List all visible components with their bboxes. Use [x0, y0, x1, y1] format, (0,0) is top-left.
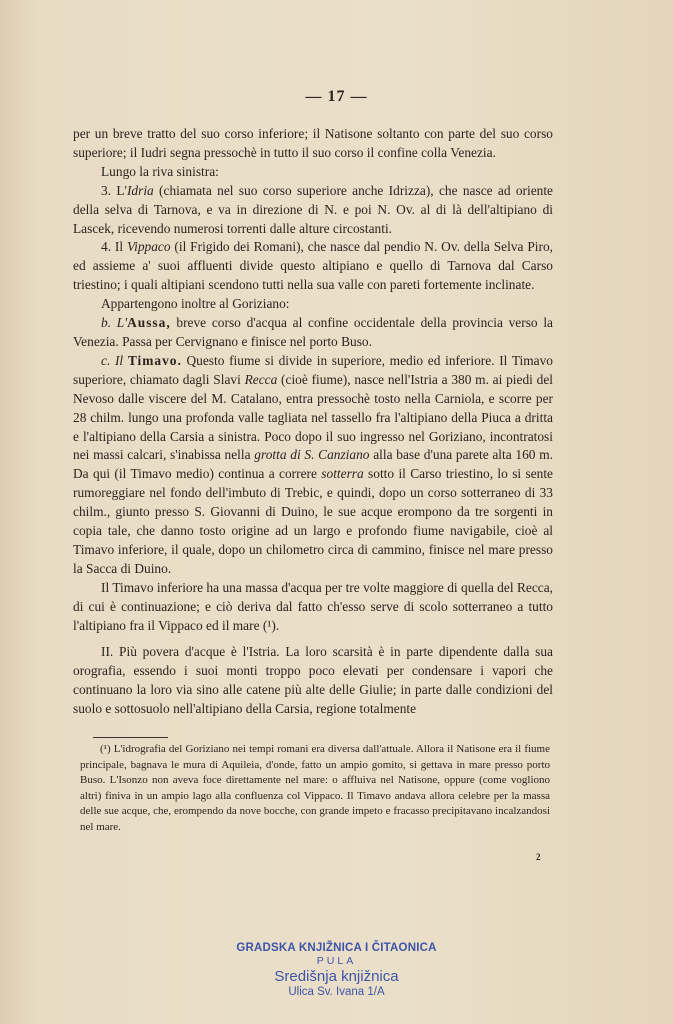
paragraph-2: Lungo la riva sinistra: [101, 163, 219, 179]
paragraph-istria: II. Più povera d'acque è l'Istria. La loro scarsità è in parte dipendente dalla sua orografia, essendo i suoi monti troppo poco elevati per condensare i vapori che continuano la loro via sino alle catene più alte delle Giulie; in parte dalle condizioni del suolo e sottosuolo nell'altipiano della Carsia, regione totalmente [73, 644, 553, 717]
stamp-line-2: PULA [316, 955, 357, 967]
paragraph-timavo-inferiore: Il Timavo inferiore ha una massa d'acqua per tre volte maggiore di quella del Recca, di cui è continuazione; e ciò deriva dal fatto ch'esso serve di scolo sotterraneo a tutto l'altipiano fra il Vippaco ed il mare (¹). [73, 579, 553, 633]
river-name-aussa: Aussa, [127, 315, 171, 331]
stamp-line-4: Ulica Sv. Ivana 1/A [288, 986, 385, 998]
footnote-divider [93, 737, 168, 738]
paragraph-timavo: c. Il Timavo. Questo fiume si divide in superiore, medio ed inferiore. Il Timavo superiore, chiamato dagli Slavi Recca (cioè fiume), nasce nell'Istria a 380 m. ai piedi del Nevoso dalle viscere del M. Catalano, entra pressochè tosto nella Carniola, e scorre per 28 chilm. lungo una profonda valle tagliata nel tassello fra l'altipiano della Piuca a dritta e l'altipiano della Carsia a sinistra. Poco dopo il suo ingresso nel Goriziano, incontratosi nei massi calcari, s'inabissa nella grotta di S. Canziano alla base d'una parete alta 160 m. Da qui (il Timavo medio) continua a correre sotterra sotto il Carso triestino, lo si sente rumoreggiare nel fondo dell'imbuto di Trebic, e quindi, dopo un corso sotterraneo di 33 chilm., giunto presso S. Giovanni di Duino, le sue acque erompono da tre sorgenti in copia tale, che danno tosto origine ad un largo e profondo fiume navigabile, cioè al Timavo inferiore, il quale, dopo un chilometro circa di cammino, finisce nel mare presso la Sacca di Duino. [73, 352, 553, 576]
paragraph-1: per un breve tratto del suo corso inferiore; il Natisone soltanto con parte del suo corso superiore; il Iudri segna pressochè in tutto il suo corso il confine colla Venezia. [73, 126, 553, 160]
library-stamp [0, 941, 673, 999]
paragraph-aussa: b. L'Aussa, breve corso d'acqua al confine occidentale della provincia verso la Venezia. Passa per Cervignano e finisce nel porto Buso. [73, 315, 553, 349]
river-name-idria: Idria [126, 182, 154, 198]
main-text [73, 125, 553, 719]
page-number: — 17 — [305, 88, 368, 105]
stamp-line-1: GRADSKA KNJIŽNICA I ČITAONICA [236, 942, 437, 954]
paragraph-idria: 3. L'Idria (chiamata nel suo corso superiore anche Idrizza), che nasce ad oriente della selva di Tarnova, e va in direzione di N. e poi N. Ov. al di là dell'altipiano di Lascek, ricevendo numerosi torrenti dalle alture circostanti. [73, 182, 554, 236]
river-name-timavo: Timavo. [127, 352, 182, 368]
footnote-1: (¹) L'idrografia del Goriziano nei tempi romani era diversa dall'attuale. Allora il Natisone era il fiume principale, bagnava le mura di Aquileia, d'onde, fatto un ampio gomito, si gettava in mare presso porto Buso. L'Isonzo non aveva foce direttamente nel mare: o affluiva nel Natisone, oppure (come vogliono altri) finiva in un ampio lago alla confluenza col Vippaco. Il Timavo andava allora celebre per la massa delle sue acque, che, erompendo da nove bocche, con grande impeto e fracasso precipitavano incalzandosi nel mare. [80, 743, 550, 833]
signature-mark: 2 [536, 852, 541, 862]
river-name-vippaco: Vippaco [126, 239, 171, 255]
paragraph-goriziano: Appartengono inoltre al Goriziano: [101, 296, 290, 312]
footnote-block [80, 742, 550, 835]
stamp-line-3: Središnja knjižnica [274, 968, 399, 985]
paragraph-vippaco: 4. Il Vippaco (il Frigido dei Romani), che nasce dal pendio N. Ov. della Selva Piro, ed assieme a' suoi affluenti divide questo altipiano e quello di Tarnova dal Carso triestino; i quali altipiani scendono tutti nella sua valle con pareti fortemente inclinate. [73, 239, 553, 293]
